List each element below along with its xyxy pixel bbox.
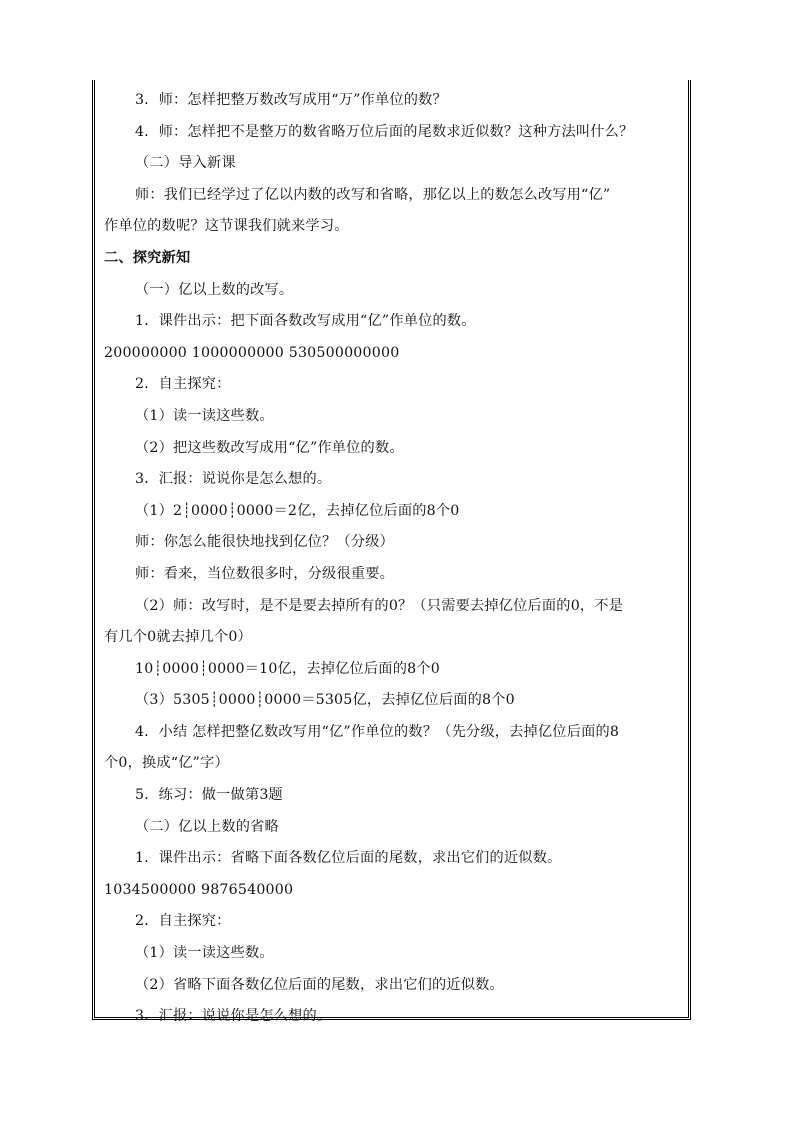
text-line: 师：我们已经学过了亿以内数的改写和省略，那亿以上的数怎么改写用“亿” bbox=[135, 186, 611, 203]
text-line: 作单位的数呢？这节课我们就来学习。 bbox=[104, 218, 349, 235]
text-line: 师：看来，当位数很多时，分级很重要。 bbox=[135, 565, 394, 582]
text-line: 4．小结 怎样把整亿数改写用“亿”作单位的数？（先分级，去掉亿位后面的8 bbox=[135, 723, 620, 740]
text-line: 师：你怎么能很快地找到亿位？（分级） bbox=[135, 534, 394, 551]
lesson-content bbox=[104, 85, 684, 1033]
text-line: 2．自主探究： bbox=[135, 913, 231, 930]
text-line: （二）导入新课 bbox=[135, 155, 236, 172]
text-line: （2）师：改写时，是不是要去掉所有的0？（只需要去掉亿位后面的0，不是 bbox=[135, 597, 624, 614]
text-line: 2．自主探究： bbox=[135, 376, 231, 393]
text-line: （1）2┊0000┊0000＝2亿，去掉亿位后面的8个0 bbox=[135, 502, 460, 519]
text-line: 10┊0000┊0000＝10亿，去掉亿位后面的8个0 bbox=[135, 660, 440, 677]
text-line: 3．汇报：说说你是怎么想的。 bbox=[135, 471, 332, 488]
section-heading: 二、探究新知 bbox=[104, 249, 191, 266]
text-line: 有几个0就去掉几个0） bbox=[104, 629, 252, 646]
text-line: 4．师：怎样把不是整万的数省略万位后面的尾数求近似数？这种方法叫什么？ bbox=[135, 123, 634, 140]
text-line: （1）读一读这些数。 bbox=[135, 945, 274, 962]
text-line: 5．练习：做一做第3题 bbox=[135, 787, 283, 804]
text-line: （3）5305┊0000┊0000＝5305亿，去掉亿位后面的8个0 bbox=[135, 692, 515, 709]
text-line: （2）把这些数改写成用“亿”作单位的数。 bbox=[135, 439, 404, 456]
text-line: 3．师：怎样把整万数改写成用“万”作单位的数？ bbox=[135, 92, 447, 108]
text-line: （2）省略下面各数亿位后面的尾数，求出它们的近似数。 bbox=[135, 976, 504, 993]
text-line: 1．课件出示：把下面各数改写成用“亿”作单位的数。 bbox=[135, 313, 476, 330]
text-line: 3．汇报：说说你是怎么想的。 bbox=[135, 1008, 332, 1025]
text-line: （一）亿以上数的改写。 bbox=[135, 281, 294, 298]
text-line: 200000000 1000000000 530500000000 bbox=[104, 344, 400, 361]
text-line: 个0，换成“亿”字） bbox=[104, 755, 229, 772]
text-line: 1034500000 9876540000 bbox=[104, 881, 294, 898]
text-line: （1）读一读这些数。 bbox=[135, 407, 274, 424]
text-line: 1．课件出示：省略下面各数亿位后面的尾数，求出它们的近似数。 bbox=[135, 850, 562, 867]
text-line: （二）亿以上数的省略 bbox=[135, 818, 279, 835]
